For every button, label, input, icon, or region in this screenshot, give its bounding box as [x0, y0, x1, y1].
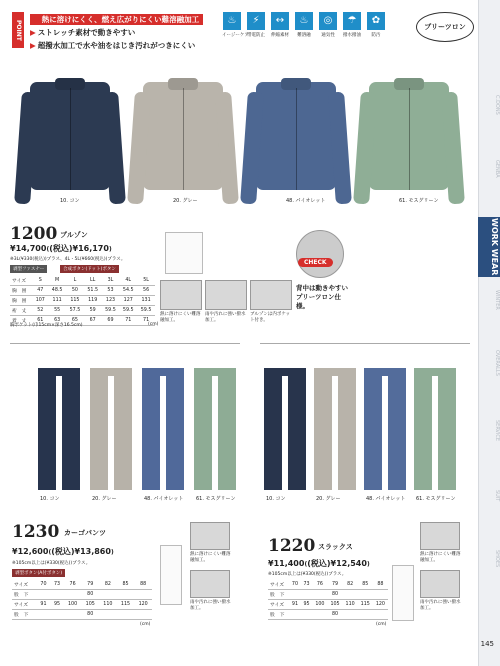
table-cell: 115: [358, 600, 373, 610]
tag-zipper: 剥型ファスナー: [10, 265, 47, 273]
size-table-1230: [12, 580, 152, 620]
model-name-1230: カーゴパンツ: [64, 529, 106, 537]
table-cell: 100: [64, 600, 82, 610]
feature-icon-item: [366, 12, 386, 38]
pants-part: [338, 374, 356, 490]
table-cell: [99, 610, 117, 620]
note-1220: ※105cm以上は(¥330(税込))プラス。: [268, 572, 347, 577]
table-cell: 59.5: [102, 306, 120, 316]
table-cell: [312, 590, 327, 600]
table-cell: 70: [289, 580, 301, 590]
model-name-1200: ブルゾン: [60, 231, 88, 239]
feature-icon-label: イージーケア: [222, 33, 249, 38]
table-row: [268, 610, 388, 620]
table-cell: 79: [327, 580, 342, 590]
antistatic-icon: ⚡: [247, 12, 265, 30]
table-cell: 110: [343, 600, 358, 610]
table-cell: 76: [64, 580, 82, 590]
feature-icon-label: 防汚: [371, 33, 381, 38]
photo-caption-1220-b: 雨や汚れに強い撥水加工。: [420, 600, 461, 611]
table-cell: 82: [99, 580, 117, 590]
pants-part: [114, 374, 132, 490]
jacket-line-drawing: [165, 232, 203, 274]
pants-color-caption: 61. モスグリーン: [196, 496, 236, 502]
table-cell: 82: [343, 580, 358, 590]
model-name-1220: スラックス: [318, 543, 353, 551]
table-cell: 52: [32, 306, 48, 316]
photo-caption-1230-a: 熱に溶けにくい難溶融加工。: [190, 552, 231, 563]
pants-line-drawing-1220: [392, 565, 414, 621]
table-cell: 裄 丈: [10, 306, 32, 316]
table-cell: 85: [358, 580, 373, 590]
table-cell: 80: [81, 610, 99, 620]
page-number: 145: [480, 640, 494, 648]
jacket-part: [296, 88, 297, 190]
table-cell: 股 下: [12, 590, 37, 600]
sidebar-item-shoes[interactable]: SHOES: [494, 550, 500, 568]
feature-icon-label: 伸縮素材: [271, 33, 289, 38]
table-cell: 91: [37, 600, 51, 610]
feature-icon-label: 撥水撥油: [343, 33, 361, 38]
table-cell: [134, 610, 152, 620]
table-cell: 5L: [137, 276, 155, 286]
table-cell: 73: [50, 580, 64, 590]
table-cell: 50: [66, 286, 84, 296]
table-cell: 120: [373, 600, 388, 610]
jacket-part: [215, 92, 239, 205]
table-cell: 80: [81, 590, 99, 600]
photo-flame: [160, 280, 202, 310]
table-row: [12, 590, 152, 600]
jacket-color-caption: 61. モスグリーン: [399, 198, 439, 204]
photo-caption-1220-a: 熱に溶けにくい難溶融加工。: [420, 552, 461, 563]
price-1220: ¥11,400((税込)¥12,540): [268, 559, 370, 568]
table-cell: M: [48, 276, 66, 286]
table-row: [12, 600, 152, 610]
table-row: [12, 580, 152, 590]
flame-icon: ♨: [295, 12, 313, 30]
table-cell: 127: [119, 296, 137, 306]
pants-image: [264, 368, 306, 490]
feature-icon-item: [270, 12, 290, 38]
price-1200: ¥14,700((税込)¥16,170): [10, 244, 112, 253]
sidebar-item-workwear[interactable]: WORK WEAR: [478, 217, 500, 277]
table-cell: 119: [84, 296, 102, 306]
tag-1230: 剥型ボタン(A付ボタン): [12, 569, 65, 577]
table-cell: 51.5: [84, 286, 102, 296]
table-cell: [358, 590, 373, 600]
table-cell: 71: [137, 316, 155, 326]
table-cell: 59.5: [137, 306, 155, 316]
table-cell: 120: [134, 600, 152, 610]
size-table-1220: [268, 580, 388, 620]
feature-icon-label: 難溶融: [297, 33, 311, 38]
pants-part: [264, 374, 282, 490]
photo-caption-water: 雨や汚れに強い撥水加工。: [205, 312, 246, 323]
table-cell: 95: [50, 600, 64, 610]
table-cell: 47: [32, 286, 48, 296]
table-row: [268, 590, 388, 600]
easy-care-icon: ♨: [223, 12, 241, 30]
feature-icon-item: [246, 12, 266, 38]
jacket-image: [30, 82, 110, 190]
jacket-image: [143, 82, 223, 190]
jacket-color-caption: 10. コン: [60, 198, 80, 204]
jacket-part: [70, 88, 71, 190]
feature-icon-label: 帯電防止: [247, 33, 265, 38]
feature-icon-item: [294, 12, 314, 38]
note-1230: ※105cm以上は(¥330(税込))プラス。: [12, 561, 91, 566]
table-cell: 65: [66, 316, 84, 326]
pants-part: [218, 374, 236, 490]
table-cell: [37, 610, 51, 620]
point-label: POINT: [12, 12, 24, 48]
table-cell: 56: [137, 286, 155, 296]
stretch-icon: ↔: [271, 12, 289, 30]
photo-caption-pocket: ブルゾンは内ポケット付き。: [250, 312, 291, 323]
sidebar-item-service[interactable]: SERVICE: [494, 420, 500, 442]
table-cell: 股 下: [268, 610, 289, 620]
table-row: [268, 600, 388, 610]
table-cell: [50, 610, 64, 620]
table-cell: 105: [81, 600, 99, 610]
feature-icon-label: 通気性: [321, 33, 335, 38]
table-cell: 股 下: [12, 610, 37, 620]
table-cell: サイズ: [268, 580, 289, 590]
table-cell: 100: [312, 600, 327, 610]
unit-1230: (cm): [140, 622, 151, 627]
check-photo: [296, 230, 344, 278]
pants-part: [90, 374, 108, 490]
table-row: [10, 286, 155, 296]
table-cell: 63: [48, 316, 66, 326]
table-cell: [289, 590, 301, 600]
jacket-part: [409, 88, 410, 190]
table-cell: サイズ: [268, 600, 289, 610]
sidebar-item-genba[interactable]: GENBA: [494, 160, 500, 178]
divider: [260, 343, 470, 344]
photo-flame-1230: [190, 522, 230, 550]
sidebar-item-cdons[interactable]: C.DONS: [494, 95, 500, 115]
pants-part: [62, 374, 80, 490]
table-cell: 110: [99, 600, 117, 610]
sidebar-item-overalls[interactable]: OVERALLS: [494, 350, 500, 376]
table-cell: 54.5: [119, 286, 137, 296]
water-repellent-icon: ☂: [343, 12, 361, 30]
table-cell: 70: [37, 580, 51, 590]
table-cell: 80: [327, 590, 342, 600]
table-cell: 105: [327, 600, 342, 610]
table-cell: [99, 590, 117, 600]
jacket-part: [441, 92, 465, 205]
pants-image: [90, 368, 132, 490]
jacket-part: [353, 92, 377, 205]
table-cell: 115: [117, 600, 135, 610]
table-cell: [289, 610, 301, 620]
table-cell: [134, 590, 152, 600]
table-cell: 48.5: [48, 286, 66, 296]
photo-water-1230: [190, 570, 230, 598]
table-cell: [50, 590, 64, 600]
unit-1220: (cm): [376, 622, 387, 627]
table-cell: 131: [137, 296, 155, 306]
table-cell: [358, 610, 373, 620]
table-cell: [301, 610, 313, 620]
pants-color-caption: 20. グレー: [316, 496, 341, 502]
pocket-note-1200: 胸ポケット(巾15cm×深さ16.5cm): [10, 323, 83, 328]
table-cell: 59.5: [119, 306, 137, 316]
table-cell: [64, 610, 82, 620]
table-cell: 79: [81, 580, 99, 590]
table-cell: 80: [327, 610, 342, 620]
table-cell: 57.5: [66, 306, 84, 316]
tag-button: 合成ボタン(ドット)ボタン: [60, 265, 119, 273]
table-cell: L: [66, 276, 84, 286]
jacket-part: [183, 88, 184, 190]
jacket-color-caption: 20. グレー: [173, 198, 198, 204]
table-cell: 91: [289, 600, 301, 610]
pants-image: [364, 368, 406, 490]
jacket-color-caption: 48. パイオレット: [286, 198, 326, 204]
table-cell: [64, 590, 82, 600]
table-cell: [373, 590, 388, 600]
model-number-1230: 1230: [12, 522, 60, 542]
table-cell: 59: [84, 306, 102, 316]
table-cell: [37, 590, 51, 600]
jacket-image: [369, 82, 449, 190]
table-cell: サイズ: [12, 600, 37, 610]
divider: [10, 343, 240, 344]
table-cell: [117, 610, 135, 620]
table-cell: [343, 590, 358, 600]
table-cell: LL: [84, 276, 102, 286]
table-cell: 107: [32, 296, 48, 306]
pants-color-caption: 10. コン: [40, 496, 60, 502]
table-cell: [117, 590, 135, 600]
photo-water: [205, 280, 247, 310]
feature-icons: [222, 12, 386, 38]
feature-icon-item: [222, 12, 249, 38]
stain-icon: ✿: [367, 12, 385, 30]
jacket-part: [328, 92, 352, 205]
pants-color-caption: 48. パイオレット: [366, 496, 406, 502]
check-label: CHECK: [298, 258, 333, 267]
jacket-part: [14, 92, 38, 205]
table-cell: 67: [84, 316, 102, 326]
pants-color-caption: 20. グレー: [92, 496, 117, 502]
table-cell: 53: [102, 286, 120, 296]
table-cell: 69: [102, 316, 120, 326]
jacket-part: [127, 92, 151, 205]
photo-pocket: [250, 280, 292, 310]
model-number-1220: 1220: [268, 536, 316, 556]
check-text: 背中は動きやすいプリーツロン仕様。: [296, 284, 348, 310]
table-cell: 123: [102, 296, 120, 306]
pants-part: [288, 374, 306, 490]
pants-color-caption: 10. コン: [266, 496, 286, 502]
table-row: [10, 296, 155, 306]
pants-image: [314, 368, 356, 490]
table-cell: 55: [48, 306, 66, 316]
photo-flame-1220: [420, 522, 460, 550]
pants-image: [414, 368, 456, 490]
table-cell: 88: [134, 580, 152, 590]
point-line-1: ▶ 熱に溶けにくく、燃え広がりにくい難溶融加工: [30, 14, 203, 25]
pants-part: [364, 374, 382, 490]
pants-part: [438, 374, 456, 490]
note-1200: ※3L(¥330(税込))プラス、4L・5L(¥660(税込))プラス。: [10, 257, 126, 262]
table-cell: 95: [301, 600, 313, 610]
table-cell: 73: [301, 580, 313, 590]
pants-part: [166, 374, 184, 490]
table-cell: 61: [32, 316, 48, 326]
pants-line-drawing-1230: [160, 545, 182, 605]
table-cell: 3L: [102, 276, 120, 286]
photo-water-1220: [420, 570, 460, 598]
table-cell: 71: [119, 316, 137, 326]
table-cell: 胸 囲: [10, 296, 32, 306]
price-1230: ¥12,600((税込)¥13,860): [12, 547, 114, 556]
table-cell: 着 丈: [10, 316, 32, 326]
photo-caption-flame: 熱に溶けにくい難溶融加工。: [160, 312, 201, 323]
feature-icon-item: [342, 12, 362, 38]
breathable-icon: ◎: [319, 12, 337, 30]
table-row: [10, 306, 155, 316]
table-cell: 88: [373, 580, 388, 590]
table-cell: 115: [66, 296, 84, 306]
point-line-3: ▶ 超撥水加工で水や油をはじき汚れがつきにくい: [30, 41, 196, 50]
sidebar-item-suit[interactable]: SUIT: [494, 490, 500, 502]
pants-image: [38, 368, 80, 490]
point-line-2: ▶ ストレッチ素材で動きやすい: [30, 28, 136, 37]
table-cell: サイズ: [10, 276, 32, 286]
photo-caption-1230-b: 雨や汚れに強い撥水加工。: [190, 600, 231, 611]
sidebar-item-winter[interactable]: WINTER: [494, 290, 500, 310]
table-row: [10, 276, 155, 286]
size-table-1200: [10, 276, 155, 326]
pants-image: [194, 368, 236, 490]
table-cell: 111: [48, 296, 66, 306]
pants-color-caption: 48. パイオレット: [144, 496, 184, 502]
model-number-1200: 1200: [10, 224, 58, 244]
pants-part: [388, 374, 406, 490]
table-row: [268, 580, 388, 590]
pants-part: [142, 374, 160, 490]
pants-part: [38, 374, 56, 490]
table-cell: 85: [117, 580, 135, 590]
unit-1200: (cm): [148, 322, 159, 327]
table-cell: [301, 590, 313, 600]
table-cell: [343, 610, 358, 620]
table-row: [12, 610, 152, 620]
pants-part: [194, 374, 212, 490]
pants-color-caption: 61. モスグリーン: [416, 496, 456, 502]
table-cell: [312, 610, 327, 620]
table-cell: 76: [312, 580, 327, 590]
jacket-image: [256, 82, 336, 190]
table-cell: S: [32, 276, 48, 286]
pants-part: [414, 374, 432, 490]
pants-image: [142, 368, 184, 490]
table-cell: 胸 囲: [10, 286, 32, 296]
pants-part: [314, 374, 332, 490]
table-cell: 4L: [119, 276, 137, 286]
jacket-part: [240, 92, 264, 205]
brand-logo: プリーツロン: [416, 12, 474, 42]
table-cell: [373, 610, 388, 620]
table-cell: 股 下: [268, 590, 289, 600]
jacket-part: [102, 92, 126, 205]
table-cell: サイズ: [12, 580, 37, 590]
feature-icon-item: [318, 12, 338, 38]
